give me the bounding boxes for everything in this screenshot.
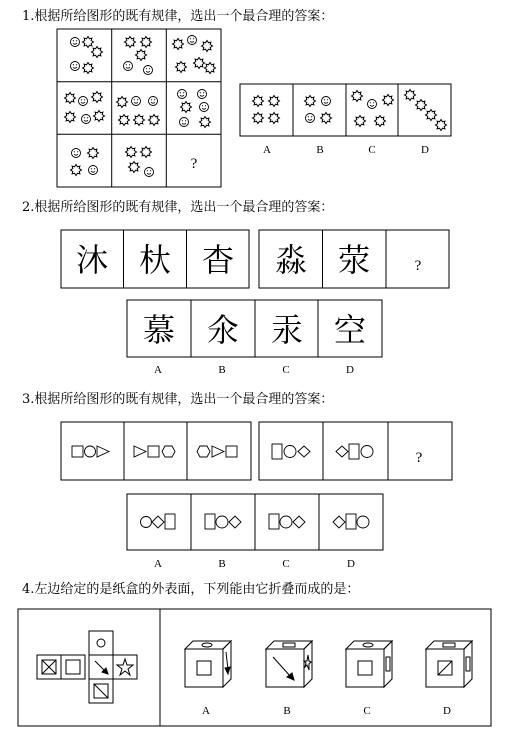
q4-cube-a bbox=[185, 641, 231, 687]
q4-option-b-label: B bbox=[283, 705, 291, 717]
q3-stem-boxes bbox=[61, 422, 452, 480]
q2-option-a-label: A bbox=[154, 364, 162, 376]
q2-stem-char: 沐 bbox=[75, 241, 109, 279]
q2-option-c-label: C bbox=[282, 364, 290, 376]
q4-option-a-label: A bbox=[202, 705, 210, 717]
q2-choice-char: 汞 bbox=[270, 311, 304, 349]
q2-stem-char: 荥 bbox=[337, 241, 371, 279]
q4-net bbox=[37, 631, 137, 703]
q2-option-d-label: D bbox=[346, 364, 354, 376]
question-2-title: 2.根据所给图形的既有规律，选出一个最合理的答案： bbox=[22, 200, 334, 215]
q2-stem-char: 杕 bbox=[138, 241, 172, 279]
q4-cube-c bbox=[346, 641, 392, 687]
q4-option-d-label: D bbox=[443, 705, 451, 717]
q2-stem-boxes bbox=[61, 230, 449, 288]
q3-option-d-label: D bbox=[347, 558, 355, 570]
question-3-title: 3.根据所给图形的既有规律，选出一个最合理的答案： bbox=[22, 392, 334, 407]
q2-stem-chars bbox=[76, 241, 370, 279]
q1-option-d-label: D bbox=[421, 144, 429, 156]
q4-option-c-label: C bbox=[363, 705, 371, 717]
q1-option-b-label: B bbox=[316, 144, 324, 156]
q1-option-a-label: A bbox=[263, 144, 271, 156]
q1-option-c-label: C bbox=[368, 144, 376, 156]
q4-cube-b bbox=[266, 641, 312, 687]
q3-option-a-label: A bbox=[154, 558, 162, 570]
q2-unknown: ? bbox=[414, 258, 422, 274]
q3-unknown: ? bbox=[415, 450, 423, 466]
q2-choice-char: 氽 bbox=[206, 311, 240, 349]
q3-option-c-label: C bbox=[282, 558, 290, 570]
question-1-title: 1.根据所给图形的既有规律，选出一个最合理的答案： bbox=[22, 9, 334, 24]
question-4-title: 4.左边给定的是纸盒的外表面，下列能由它折叠而成的是： bbox=[22, 582, 360, 597]
q3-option-b-label: B bbox=[218, 558, 226, 570]
q1-options-box bbox=[240, 84, 451, 136]
q2-option-b-label: B bbox=[218, 364, 226, 376]
q2-stem-char: 淼 bbox=[274, 241, 308, 279]
q1-options-symbols bbox=[253, 90, 447, 131]
q1-unknown: ? bbox=[190, 156, 198, 172]
q2-choice-char: 慕 bbox=[142, 311, 176, 349]
q3-stem-shapes bbox=[72, 444, 373, 459]
q4-cube-d bbox=[426, 641, 472, 687]
q2-stem-char: 杳 bbox=[201, 241, 235, 279]
q2-choice-char: 空 bbox=[333, 311, 367, 349]
